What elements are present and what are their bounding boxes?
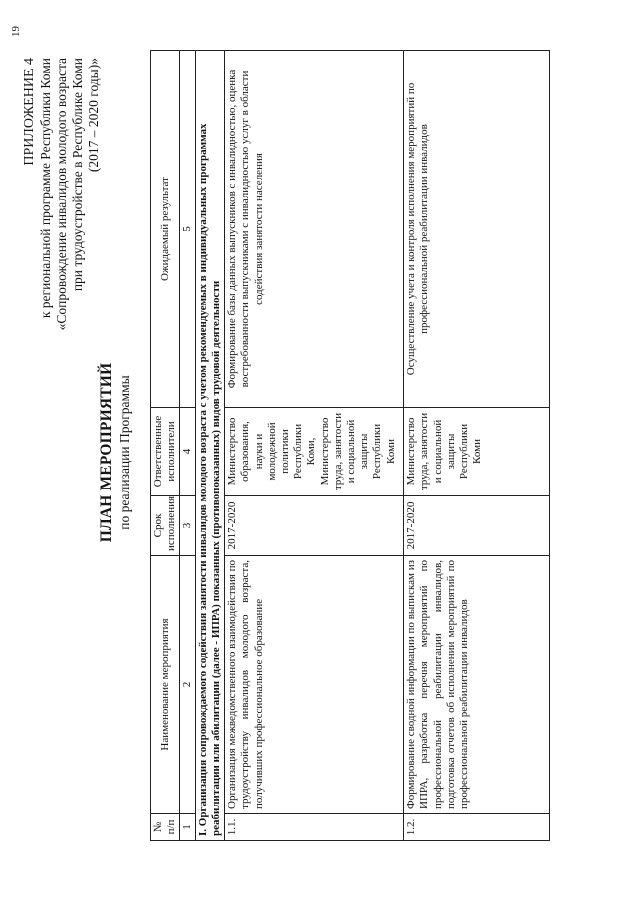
section-title: I. Организация сопровождаемого содействия занятости инвалидов молодого возраста с учетом рекомендуемых в индивидуальных программах реабилитации или абилитации (далее - ИПРА) показанных (противопоказанных) видов трудовой деятельности <box>196 51 225 841</box>
column-number: 1 <box>180 814 196 841</box>
plan-subheading: по реализации Программы <box>117 375 132 530</box>
column-number: 4 <box>180 408 196 496</box>
column-number-row <box>180 51 196 841</box>
row-result: Формирование базы данных выпускников с инвалидностью, оценка востребованности выпускниками с инвалидностью услуг в области содействия занятости населения <box>225 51 404 408</box>
appendix-line: при трудоустройстве в Республике Коми <box>70 58 85 292</box>
appendix-line: к региональной программе Республики Коми <box>38 58 53 319</box>
column-number: 3 <box>180 496 196 556</box>
row-number: 1.1. <box>225 814 404 841</box>
row-result: Осуществление учета и контроля исполнения мероприятий по профессиональной реабилитации инвалидов <box>404 51 550 408</box>
header-cell-number: № п/п <box>151 814 180 841</box>
header-cell-executors: Ответственные исполнители <box>151 408 180 496</box>
appendix-block <box>22 58 102 330</box>
appendix-line: «Сопровождение инвалидов молодого возраста <box>54 58 69 331</box>
page-number: 19 <box>10 26 22 37</box>
header-cell-result: Ожидаемый результат <box>151 51 180 408</box>
row-name: Формирование сводной информации по выпискам из ИПРА, разработка перечня мероприятий по профессиональной реабилитации инвалидов, подготовка отчетов об исполнении мероприятий по профессиональной реабилитации инвалидов <box>404 556 550 814</box>
row-term: 2017-2020 <box>225 496 404 556</box>
header-cell-name: Наименование мероприятия <box>151 556 180 814</box>
column-number: 5 <box>180 51 196 408</box>
row-number: 1.2. <box>404 814 550 841</box>
section-row <box>196 51 225 841</box>
plan-heading-block <box>98 0 133 905</box>
plan-heading: ПЛАН МЕРОПРИЯТИЙ <box>98 362 115 543</box>
row-executors: Министерство труда, занятости и социальной защиты Республики Коми <box>404 408 550 496</box>
appendix-title: ПРИЛОЖЕНИЕ 4 <box>22 58 37 166</box>
column-number: 2 <box>180 556 196 814</box>
plan-table <box>150 50 550 841</box>
table-row <box>225 51 404 841</box>
row-executors: Министерство образования, науки и молодежной политики Республики Коми, Министерство труда, занятости и социальной защиты Республики Коми <box>225 408 404 496</box>
row-term: 2017-2020 <box>404 496 550 556</box>
header-cell-term: Срок исполнения <box>151 496 180 556</box>
table-header-row <box>151 51 180 841</box>
row-name: Организация межведомственного взаимодействия по трудоустройству инвалидов молодого возраста, получивших профессиональное образование <box>225 556 404 814</box>
appendix-line: (2017 – 2020 годы)» <box>86 58 101 173</box>
table-row <box>404 51 550 841</box>
